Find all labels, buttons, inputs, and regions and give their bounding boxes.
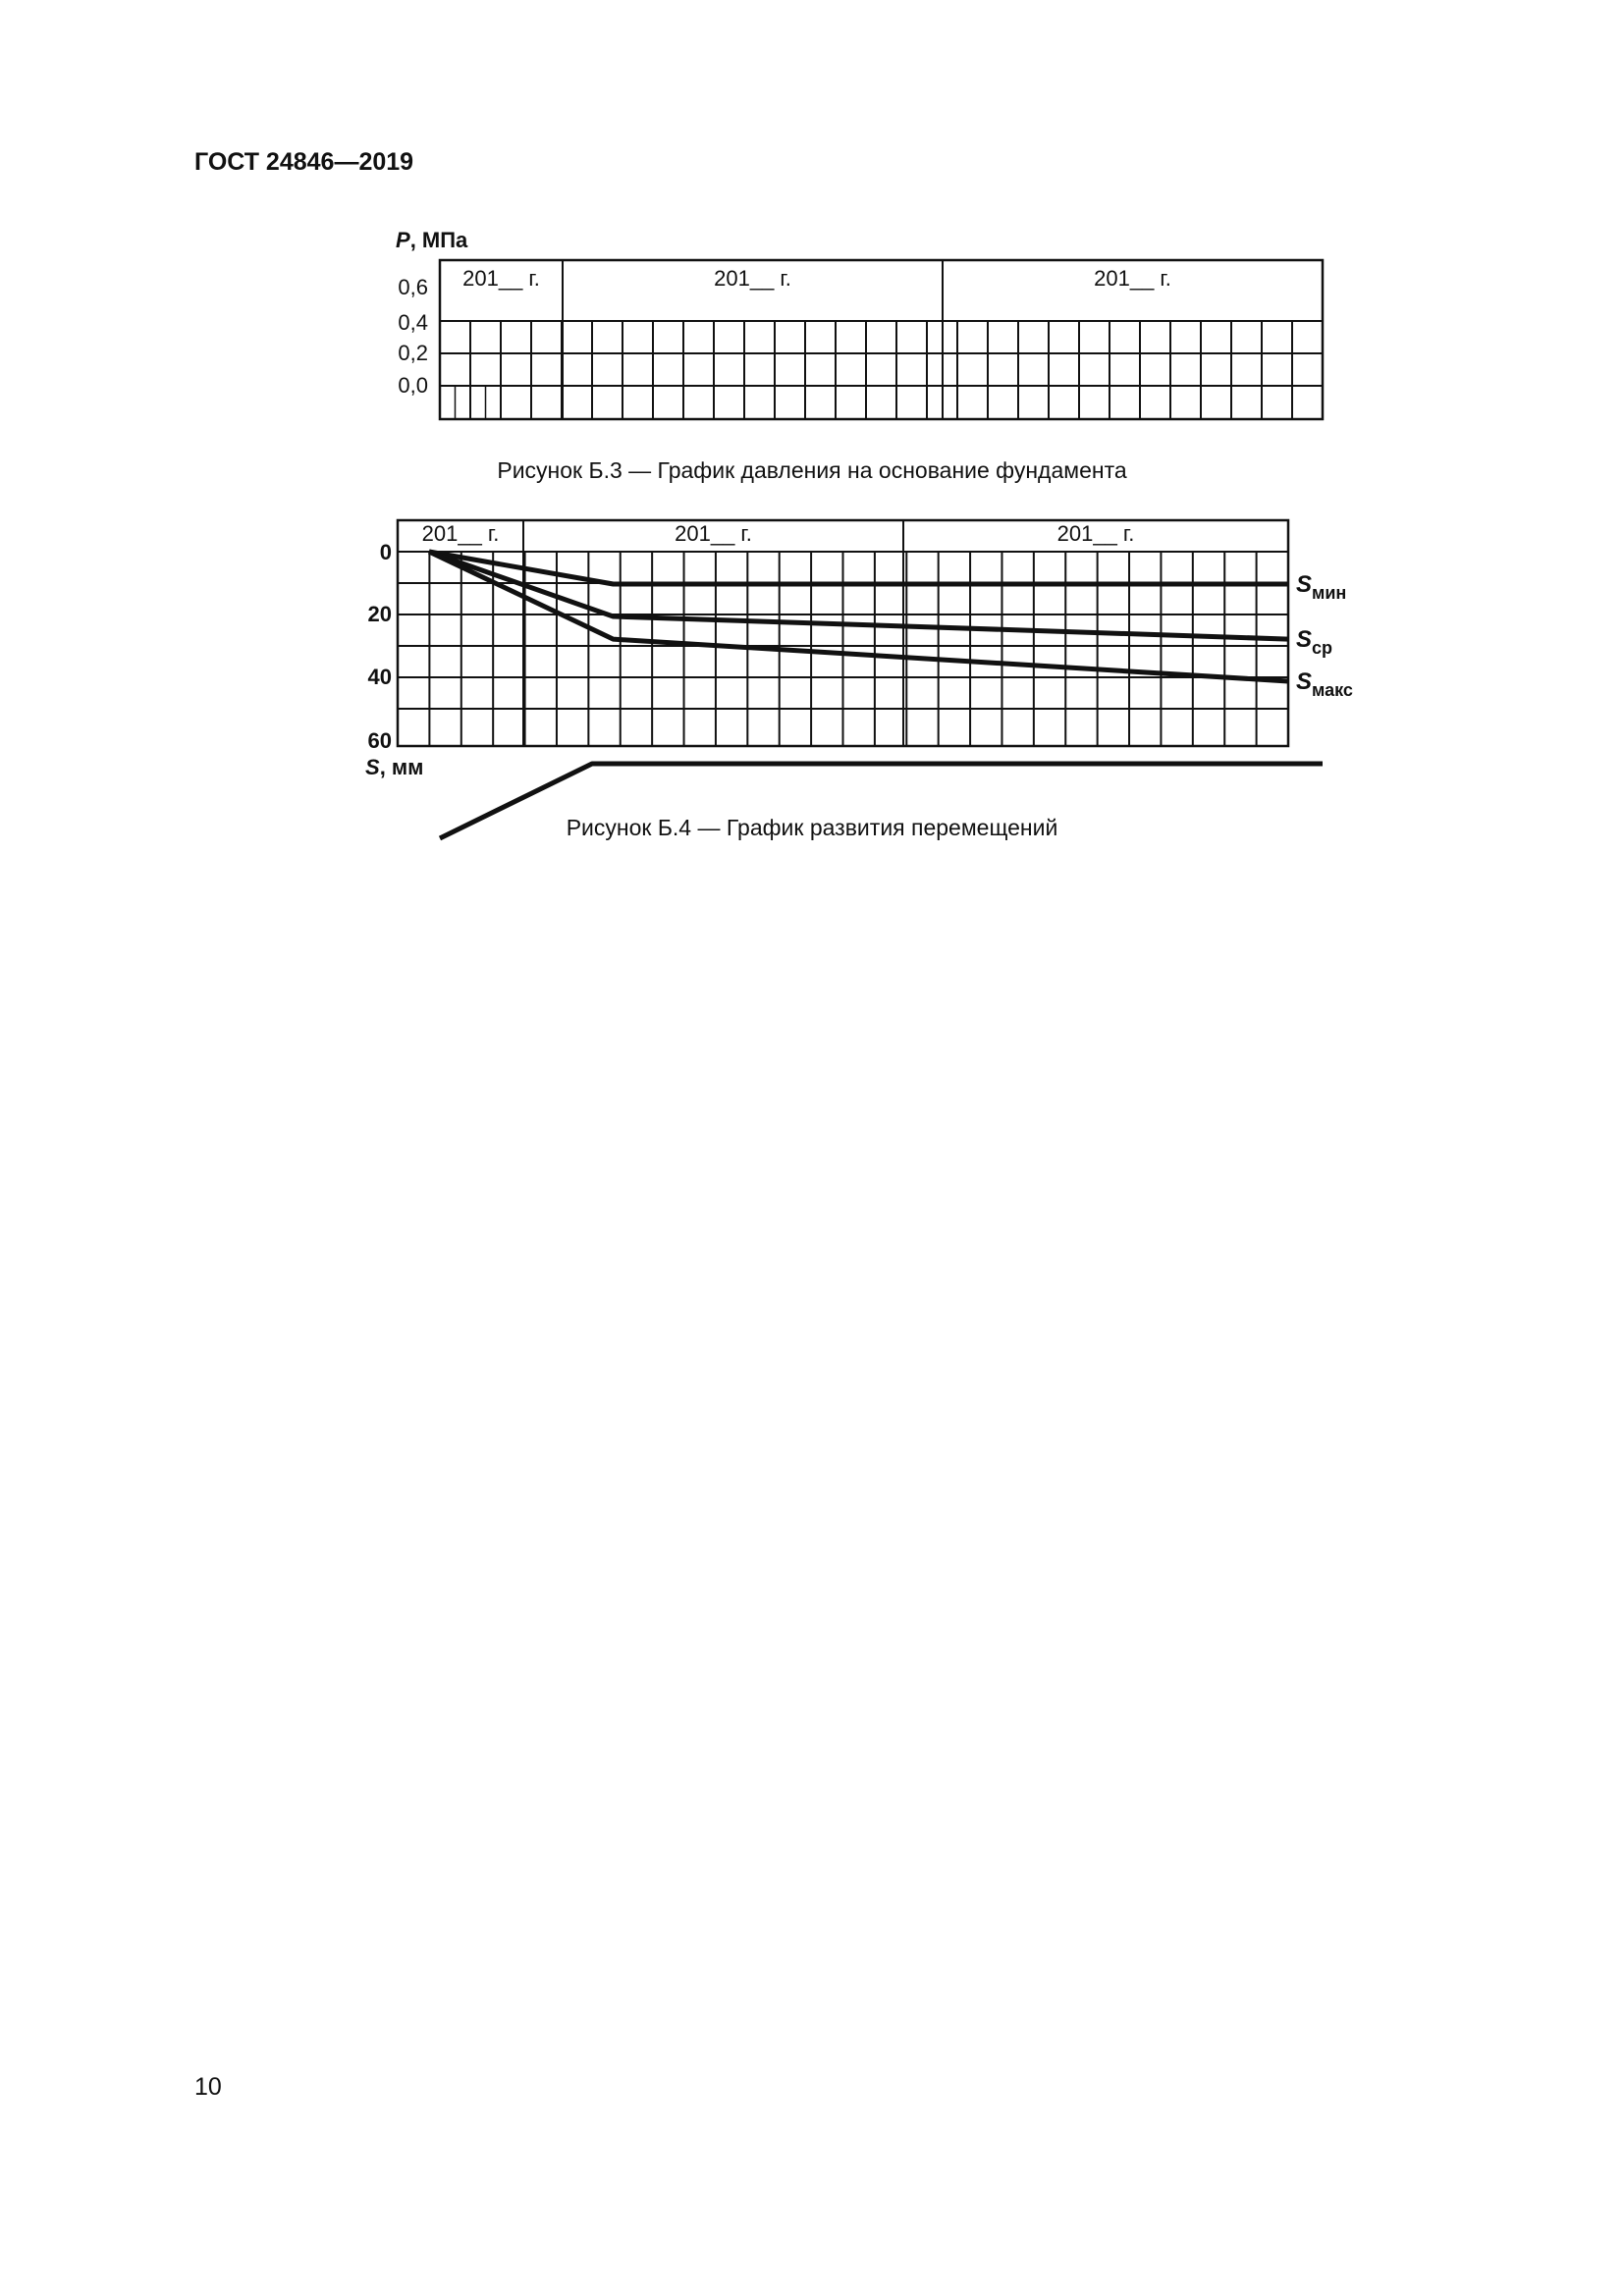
series-label: $S_{ср}$ [1296,626,1333,659]
y-tick-label: 0,2 [398,341,428,365]
period-label: 201__ г. [421,521,500,546]
page-number: 10 [194,2073,222,2101]
displacement-chart [0,0,1624,815]
period-label: 201__ г. [1056,521,1135,546]
period-label: 201__ г. [675,521,752,546]
displacement-series-line [429,552,1288,681]
displacement-series-line [429,552,1288,584]
y-axis-label: P, МПа [396,228,468,252]
series-label: $S_{мин}$ [1296,571,1347,603]
figure-caption-b4: Рисунок Б.4 — График развития перемещений [566,815,1058,840]
y-tick-label: 0 [379,540,392,564]
period-label: 201__ г. [462,266,540,291]
y-tick-label: 0,0 [398,373,428,398]
y-axis-label: S, мм [365,755,424,779]
document-header: ГОСТ 24846—2019 [194,148,414,176]
y-tick-label: 0,6 [398,275,428,299]
period-label: 201__ г. [714,266,791,291]
period-label: 201__ г. [1094,266,1171,291]
y-tick-label: 40 [367,665,392,689]
figure-caption-b3: Рисунок Б.3 — График давления на основание фундамента [497,457,1127,483]
y-tick-label: 0,4 [398,310,428,335]
series-label: $S_{макс}$ [1296,668,1353,700]
y-tick-label: 60 [367,728,392,753]
y-tick-label: 20 [367,602,392,626]
displacement-series-line [429,552,1288,639]
